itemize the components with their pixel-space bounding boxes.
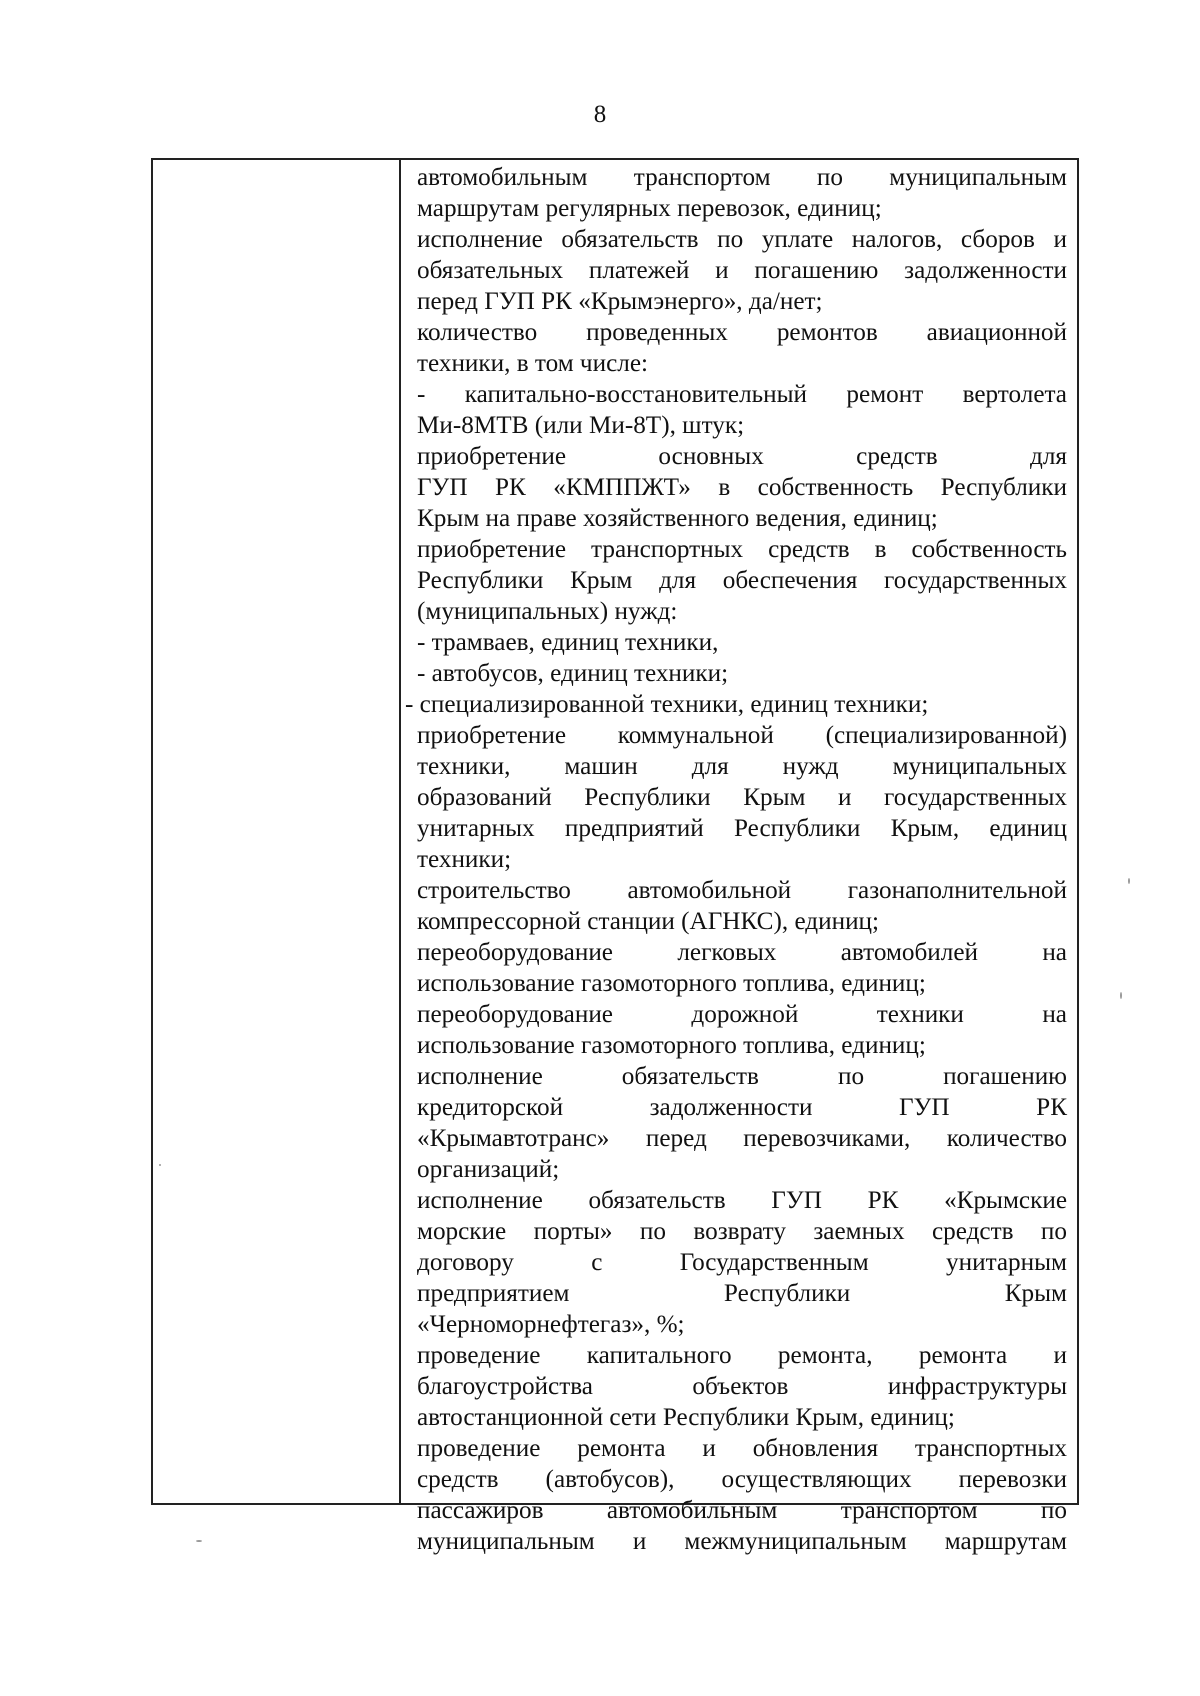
text-line: автомобильным транспортом по муниципальным bbox=[417, 164, 1067, 191]
text-line: приобретение коммунальной (специализированной) bbox=[417, 722, 1067, 749]
text-line: использование газомоторного топлива, единиц; bbox=[417, 970, 926, 997]
text-line: - специализированной техники, единиц техники; bbox=[405, 691, 929, 718]
text-line: проведение капитального ремонта, ремонта и bbox=[417, 1342, 1067, 1369]
text-line: техники, машин для нужд муниципальных bbox=[417, 753, 1067, 780]
text-line: Республики Крым для обеспечения государственных bbox=[417, 567, 1067, 594]
text-line: - автобусов, единиц техники; bbox=[417, 660, 729, 687]
text-line: строительство автомобильной газонаполнительной bbox=[417, 877, 1067, 904]
text-line: исполнение обязательств ГУП РК «Крымские bbox=[417, 1187, 1067, 1214]
text-line: договору с Государственным унитарным bbox=[417, 1249, 1067, 1276]
text-line: перед ГУП РК «Крымэнерго», да/нет; bbox=[417, 288, 823, 315]
text-line: количество проведенных ремонтов авиационной bbox=[417, 319, 1067, 346]
text-line: муниципальным и межмуниципальным маршрутам bbox=[417, 1528, 1067, 1555]
text-line: пассажиров автомобильным транспортом по bbox=[417, 1497, 1067, 1524]
text-line: средств (автобусов), осуществляющих перевозки bbox=[417, 1466, 1067, 1493]
text-line: «Крымавтотранс» перед перевозчиками, количество bbox=[417, 1125, 1067, 1152]
text-line: исполнение обязательств по погашению bbox=[417, 1063, 1067, 1090]
text-line: унитарных предприятий Республики Крым, единиц bbox=[417, 815, 1067, 842]
text-line: Крым на праве хозяйственного ведения, единиц; bbox=[417, 505, 938, 532]
text-line: образований Республики Крым и государственных bbox=[417, 784, 1067, 811]
text-line: маршрутам регулярных перевозок, единиц; bbox=[417, 195, 882, 222]
scan-speck bbox=[196, 1540, 202, 1542]
table-cell-empty bbox=[153, 160, 399, 1503]
text-line: морские порты» по возврату заемных средств по bbox=[417, 1218, 1067, 1245]
text-line: приобретение транспортных средств в собственность bbox=[417, 536, 1067, 563]
text-line: ГУП РК «КМППЖТ» в собственность Республики bbox=[417, 474, 1067, 501]
text-line: кредиторской задолженности ГУП РК bbox=[417, 1094, 1067, 1121]
text-line: автостанционной сети Республики Крым, единиц; bbox=[417, 1404, 955, 1431]
scan-speck bbox=[1120, 992, 1122, 999]
text-line: приобретение основных средств для bbox=[417, 443, 1067, 470]
text-line: проведение ремонта и обновления транспортных bbox=[417, 1435, 1067, 1462]
text-line: благоустройства объектов инфраструктуры bbox=[417, 1373, 1067, 1400]
document-table bbox=[151, 158, 1079, 1555]
text-line: переоборудование дорожной техники на bbox=[417, 1001, 1067, 1028]
text-line: предприятием Республики Крым bbox=[417, 1280, 1067, 1307]
column-divider bbox=[399, 160, 401, 1503]
text-line: переоборудование легковых автомобилей на bbox=[417, 939, 1067, 966]
text-line: организаций; bbox=[417, 1156, 560, 1183]
text-line: компрессорной станции (АГНКС), единиц; bbox=[417, 908, 880, 935]
text-line: Ми-8МТВ (или Ми-8Т), штук; bbox=[417, 412, 745, 439]
page-number: 8 bbox=[593, 101, 607, 128]
text-line: исполнение обязательств по уплате налогов, сборов и bbox=[417, 226, 1067, 253]
text-line: «Черноморнефтегаз», %; bbox=[417, 1311, 685, 1338]
table-cell-text bbox=[405, 162, 1067, 1557]
text-line: техники, в том числе: bbox=[417, 350, 649, 377]
text-line: обязательных платежей и погашению задолженности bbox=[417, 257, 1067, 284]
scan-speck bbox=[159, 1164, 161, 1166]
text-line: - трамваев, единиц техники, bbox=[417, 629, 719, 656]
text-line: использование газомоторного топлива, единиц; bbox=[417, 1032, 926, 1059]
scan-speck bbox=[1128, 878, 1130, 884]
text-line: - капитально-восстановительный ремонт вертолета bbox=[417, 381, 1067, 408]
text-line: (муниципальных) нужд: bbox=[417, 598, 678, 625]
text-line: техники; bbox=[417, 846, 512, 873]
